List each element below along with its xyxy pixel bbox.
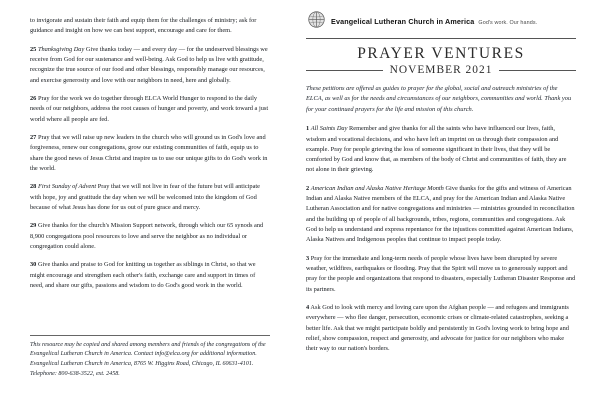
footer-block	[30, 335, 270, 380]
prayer-entry-28	[30, 182, 270, 213]
entry-number: 28	[30, 183, 37, 191]
entry-number: 4	[306, 304, 310, 312]
entry-text: Give thanks and praise to God for knitting us together as siblings in Christ, so that we might encourage and strengthen each other's faith, exchange care and support in times of need, and share our gifts, passions and wisdom to do God's good work in the world.	[30, 261, 256, 289]
subtitle-row	[306, 64, 576, 76]
entry-festival: American Indian and Alaska Native Heritage Month	[310, 184, 444, 192]
organization-wordmark	[331, 10, 537, 29]
entry-text: Give thanks for the gifts and witness of American Indian and Alaska Native members of the ELCA, and pray for the American Indian and Alaska Native Lutheran Association and for native congregations and ministries — ministries grounded in reconciliation and the building up of people of all backgrounds, tribes, regions, communities and congregations. Ask God to help us understand and express repentance for the injustices committed against American Indians, Alaska Natives and Indigenous peoples that continue to impact people today.	[306, 184, 575, 244]
footer-text: This resource may be copied and shared among members and friends of the congregations of the Evangelical Lutheran Church in America. Contact info@elca.org for additional information. Evangelical Lutheran Church in America, 8765 W. Higgins Road, Chicago, IL 60631-4101. Telephone: 800-638-3522, ext. 2458.	[30, 341, 266, 378]
intro-paragraph: These petitions are offered as guides to prayer for the global, social and outreach ministries of the ELCA, as well as for the needs and circumstances of our neighbors, communities and world. Thank you for your continued prayers for the life and mission of this church.	[306, 85, 572, 113]
organization-logo	[306, 10, 576, 29]
prayer-entry-26	[30, 94, 270, 125]
entry-number: 1	[306, 125, 310, 133]
subtitle-rule-left	[306, 70, 383, 71]
entry-number: 29	[30, 222, 37, 230]
entry-number: 3	[306, 254, 310, 262]
elca-cross-globe-logo-icon	[308, 11, 325, 28]
subtitle-rule-right	[499, 70, 576, 71]
entry-text: Give thanks for the church's Mission Support network, through which our 65 synods and 8,900 congregations pool resources to love and serve the neighbor as no individual or congregation could alone.	[30, 222, 264, 250]
right-text-column	[288, 8, 576, 390]
entry-number: 27	[30, 133, 37, 141]
entry-festival: First Sunday of Advent	[37, 183, 97, 191]
continued-paragraph: to invigorate and sustain their faith and equip them for the challenges of ministry; ask for guidance and insight on how we can best support, encourage and care for them.	[30, 17, 257, 35]
page-title: PRAYER VENTURES	[357, 45, 525, 62]
entry-text: Ask God to look with mercy and loving care upon the Afghan people — and refugees and immigrants everywhere — who flee danger, persecution, economic crises or climate-related catastrophes, seeking a better life. Ask that we might participate boldly and persistently in God's loving work to bring hope and relief, show compassion, respect and generosity, and advocate for justice for our neighbors who make their way to our nation's borders.	[306, 304, 569, 353]
page-subtitle: NOVEMBER 2021	[389, 64, 493, 77]
prayer-entry-25	[30, 45, 270, 86]
footer-divider	[30, 335, 270, 336]
entry-text: Pray that we will not live in fear of the future but will anticipate with hope, joy and gratitude the day when we will be welcomed into the kingdom of God because of what Jesus has done for us out of pure grace and mercy.	[30, 183, 260, 211]
prayer-entry-29	[30, 221, 270, 252]
prayer-entry-1	[306, 124, 576, 176]
entry-festival: All Saints Day	[310, 125, 348, 133]
prayer-entry-2	[306, 184, 576, 246]
left-text-column	[30, 8, 288, 390]
organization-name: Evangelical Lutheran Church in America	[331, 17, 475, 26]
organization-tagline: God's work. Our hands.	[478, 20, 538, 26]
entry-text: Pray that we will raise up new leaders in the church who will ground us in God's love and forgiveness, renew our congregations, grow our existing communities of faith, equip us to share the good news of Jesus Christ and inspire us to use our unique gifts to do God's work in the world.	[30, 133, 268, 172]
title-top-divider	[306, 38, 576, 39]
entry-number: 2	[306, 184, 310, 192]
entry-number: 26	[30, 94, 37, 102]
prayer-entry-27	[30, 133, 270, 174]
prayer-entry-4	[306, 303, 576, 355]
prayer-entry-3	[306, 254, 576, 295]
prayer-entry-30	[30, 260, 270, 291]
entry-text: Give thanks today — and every day — for the undeserved blessings we receive from God for our sustenance and well-being. Ask God to help us live with gratitude, recognize the true source of our food and other blessings, responsibly manage our resources, and exercise generosity and love with our neighbors in need, here and globally.	[30, 45, 268, 84]
entry-number: 25	[30, 45, 37, 53]
entry-text: Pray for the work we do together through ELCA World Hunger to respond to the daily needs of our neighbors, address the root causes of hunger and poverty, and work toward a just world where all people are fed.	[30, 94, 269, 123]
entry-text: Pray for the immediate and long-term needs of people whose lives have been disrupted by severe weather, wildfires, earthquakes or flooding. Pray that the Spirit will move us to generously support and pray for the people and organizations that respond to disasters, especially Lutheran Disaster Response and its partners.	[306, 254, 576, 293]
entry-number: 30	[30, 261, 37, 269]
entry-festival: Thanksgiving Day	[37, 45, 85, 53]
entry-text: Remember and give thanks for all the saints who have influenced our lives, faith, wisdom and vocational decisions, and who have left an imprint on us through their compassion and example. Pray for people grieving the loss of someone significant in their lives, that they will be comforted by God and know that, as members of the body of Christ and communities of faith, they are not alone in their grieving.	[306, 125, 567, 174]
